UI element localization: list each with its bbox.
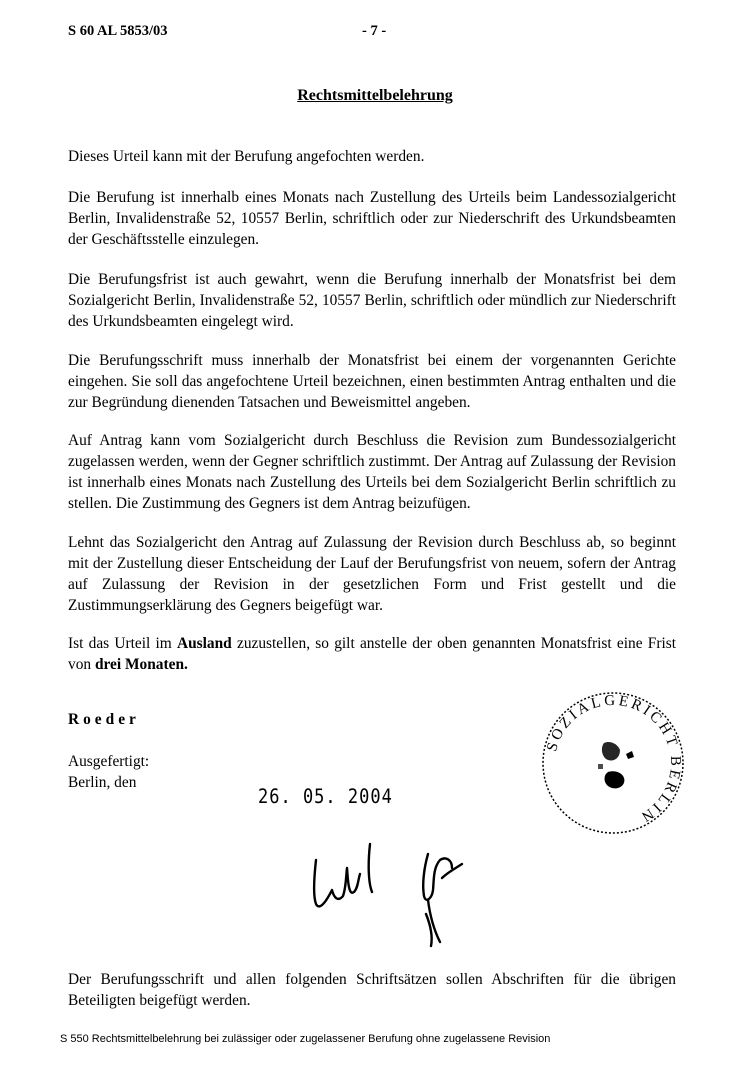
paragraph-appeal-deadline: Die Berufung ist innerhalb eines Monats nach Zustellung des Urteils beim Landessozialgericht Berlin, Invalidenstraße 52, 10557 Berlin, schriftlich oder zur Niederschrift des Urkundsbeamten der Geschäftsstelle einzulegen. — [68, 189, 676, 248]
paragraph-revision-rejected: Lehnt das Sozialgericht den Antrag auf Zulassung der Revision durch Beschluss ab, so beginnt mit der Zustellung dieser Entscheidung der Lauf der Berufungsfrist von neuem, sofern der Antrag auf Zulassung der Revision in der gesetzlichen Form und Frist gestellt und die Zustimmungserklärung des Gegners beigefügt war. — [68, 534, 676, 614]
judge-name: Roeder — [68, 711, 140, 728]
footer-note: Der Berufungsschrift und allen folgenden Schriftsätzen sollen Abschriften für die übrigen Beteiligten beigefügt werden. — [68, 971, 676, 1009]
paragraph-appeal-brief: Die Berufungsschrift muss innerhalb der Monatsfrist bei einem der vorgenannten Gerichte eingehen. Sie soll das angefochtene Urteil bezeichnen, einen bestimmten Antrag enthalten und die zur Begründung dienenden Tatsachen und Beweismittel angeben. — [68, 352, 676, 411]
paragraph-text: zuzustellen, so gilt anstelle der oben genannten Monatsfrist eine Frist von — [68, 635, 676, 673]
form-footer: S 550 Rechtsmittelbelehrung bei zulässiger oder zugelassener Berufung ohne zugelassene Revision — [60, 1033, 551, 1045]
document-title: Rechtsmittelbelehrung — [297, 87, 453, 104]
place-date-label: Berlin, den — [68, 774, 137, 791]
issued-label: Ausgefertigt: — [68, 753, 150, 770]
page-number: - 7 - — [362, 23, 387, 39]
paragraph-foreign-service — [68, 633, 676, 675]
case-number: S 60 AL 5853/03 — [68, 23, 168, 39]
handwritten-signature — [300, 838, 500, 953]
court-seal — [538, 688, 688, 838]
paragraph-deadline-kept: Die Berufungsfrist ist auch gewahrt, wenn die Berufung innerhalb der Monatsfrist bei dem Sozialgericht Berlin, Invalidenstraße 52, 10557 Berlin, schriftlich oder mündlich zur Niederschrift des Urkundsbeamten eingelegt wird. — [68, 271, 676, 330]
emphasis-text: drei Monaten. — [94, 656, 188, 673]
seal-text: SOZIALGERICHT BERLIN — [544, 692, 684, 826]
paragraph-revision-application: Auf Antrag kann vom Sozialgericht durch Beschluss die Revision zum Bundessozialgericht zugelassen werden, wenn der Gegner schriftlich zustimmt. Der Antrag auf Zulassung der Revision ist innerhalb eines Monats nach Zustellung des Urteils bei dem Sozialgericht Berlin schriftlich zu stellen. Die Zustimmung des Gegners ist dem Antrag beizufügen. — [68, 432, 676, 512]
emphasis-text: Ausland — [176, 635, 232, 652]
paragraph-text: Ist das Urteil im — [68, 635, 177, 652]
date-stamp: 26. 05. 2004 — [258, 785, 393, 809]
paragraph-appeal-possible: Dieses Urteil kann mit der Berufung angefochten werden. — [68, 148, 425, 165]
eagle-emblem — [598, 742, 634, 788]
